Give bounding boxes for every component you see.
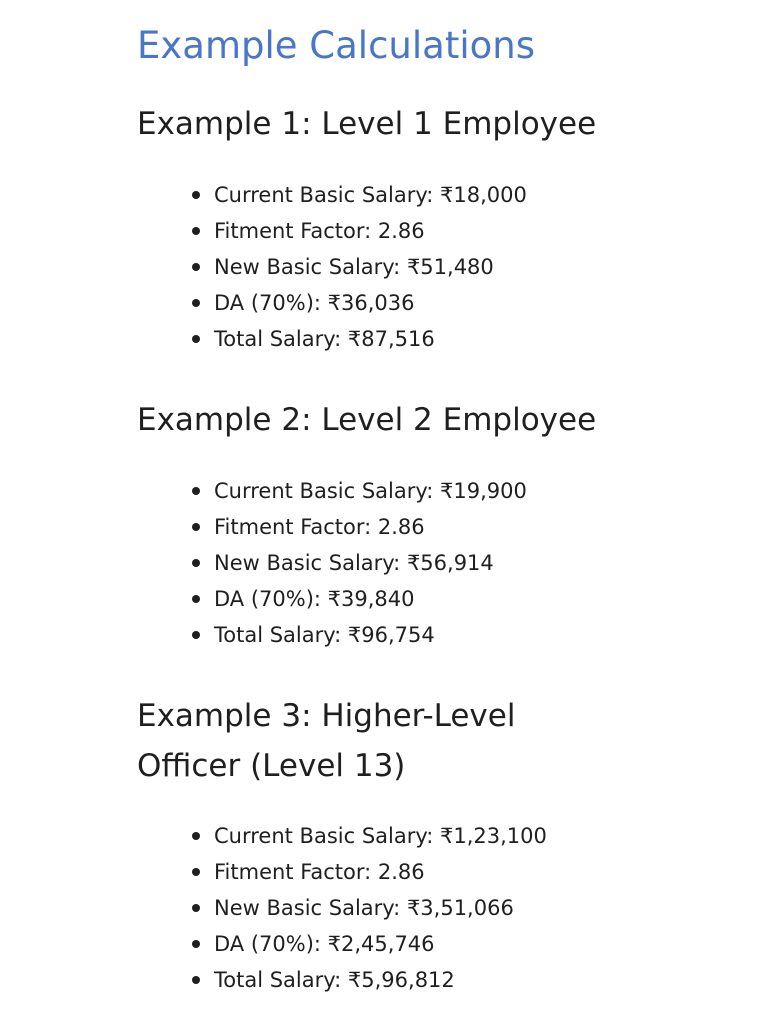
list-item-text: DA (70%): ₹36,036: [214, 291, 415, 315]
list-item-text: Fitment Factor: 2.86: [214, 515, 425, 539]
list-item-text: Current Basic Salary: ₹19,900: [214, 479, 527, 503]
list-item: [137, 890, 737, 926]
bullet-icon: [192, 595, 200, 603]
list-item: [137, 249, 737, 285]
list-item-text: DA (70%): ₹2,45,746: [214, 932, 435, 956]
bullet-icon: [192, 335, 200, 343]
list-item: [137, 473, 737, 509]
bullet-icon: [192, 559, 200, 567]
example-3-title: Example 3: Higher-Level Officer (Level 13): [137, 698, 516, 784]
list-item-text: Fitment Factor: 2.86: [214, 860, 425, 884]
example-3-list: [137, 818, 737, 998]
list-item-text: New Basic Salary: ₹3,51,066: [214, 896, 514, 920]
list-item-text: Total Salary: ₹87,516: [214, 327, 435, 351]
list-item: [137, 581, 737, 617]
example-3: [137, 691, 737, 998]
example-1: [137, 99, 737, 357]
list-item: [137, 545, 737, 581]
list-item: [137, 854, 737, 890]
bullet-icon: [192, 299, 200, 307]
list-item-text: Current Basic Salary: ₹1,23,100: [214, 824, 547, 848]
list-item: [137, 213, 737, 249]
bullet-icon: [192, 904, 200, 912]
list-item: [137, 177, 737, 213]
bullet-icon: [192, 940, 200, 948]
list-item-text: Total Salary: ₹96,754: [214, 623, 435, 647]
bullet-icon: [192, 832, 200, 840]
section-title: Example Calculations: [137, 24, 535, 67]
list-item: [137, 321, 737, 357]
bullet-icon: [192, 263, 200, 271]
list-item: [137, 509, 737, 545]
bullet-icon: [192, 191, 200, 199]
list-item: [137, 818, 737, 854]
bullet-icon: [192, 631, 200, 639]
list-item-text: New Basic Salary: ₹56,914: [214, 551, 494, 575]
list-item: [137, 926, 737, 962]
bullet-icon: [192, 487, 200, 495]
list-item: [137, 617, 737, 653]
example-2-list: [137, 473, 737, 653]
list-item-text: DA (70%): ₹39,840: [214, 587, 415, 611]
list-item-text: Total Salary: ₹5,96,812: [214, 968, 455, 992]
list-item-text: Current Basic Salary: ₹18,000: [214, 183, 527, 207]
list-item-text: New Basic Salary: ₹51,480: [214, 255, 494, 279]
example-2-title: Example 2: Level 2 Employee: [137, 402, 597, 438]
example-1-list: [137, 177, 737, 357]
list-item: [137, 962, 737, 998]
example-1-title: Example 1: Level 1 Employee: [137, 106, 597, 142]
list-item-text: Fitment Factor: 2.86: [214, 219, 425, 243]
list-item: [137, 285, 737, 321]
bullet-icon: [192, 523, 200, 531]
bullet-icon: [192, 976, 200, 984]
bullet-icon: [192, 227, 200, 235]
bullet-icon: [192, 868, 200, 876]
example-2: [137, 395, 737, 653]
